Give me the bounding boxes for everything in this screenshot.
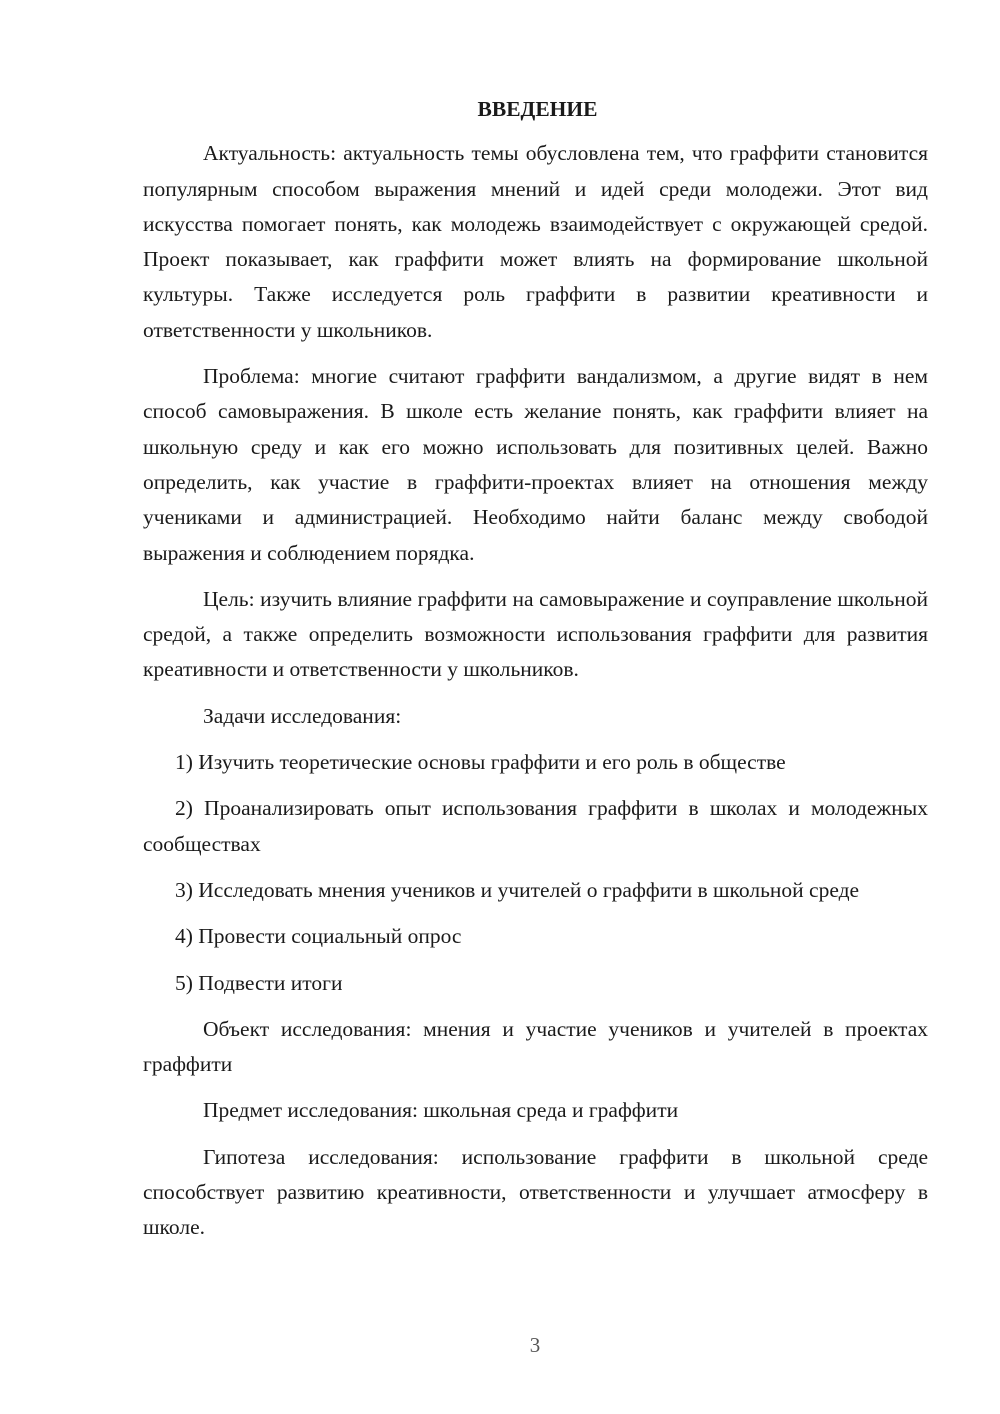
paragraph-object: Объект исследования: мнения и участие учеников и учителей в проектах граффити: [143, 1016, 928, 1077]
task-item-4: 4) Провести социальный опрос: [175, 924, 462, 949]
task-item-3: 3) Исследовать мнения учеников и учителей о граффити в школьной среде: [175, 877, 860, 902]
page-number: 3: [529, 1333, 541, 1357]
paragraph-goal: Цель: изучить влияние граффити на самовыражение и соуправление школьной средой, а также определить возможности использования граффити для развития креативности и ответственности у школьников.: [143, 586, 928, 682]
paragraph-hypothesis: Гипотеза исследования: использование граффити в школьной среде способствует развитию креативности, ответственности и улучшает атмосферу в школе.: [143, 1144, 928, 1240]
document-title: ВВЕДЕНИЕ: [477, 97, 598, 121]
paragraph-problem: Проблема: многие считают граффити вандализмом, а другие видят в нем способ самовыражения. В школе есть желание понять, как граффити влияет на школьную среду и как его можно использовать для позитивных целей. Важно определить, как участие в граффити-проектах влияет на отношения между учениками и администрацией. Необходимо найти баланс между свободой выражения и соблюдением порядка.: [143, 364, 928, 565]
paragraph-relevance: Актуальность: актуальность темы обусловлена тем, что граффити становится популярным способом выражения мнений и идей среди молодежи. Этот вид искусства помогает понять, как молодежь взаимодействует с окружающей средой. Проект показывает, как граффити может влиять на формирование школьной культуры. Также исследуется роль граффити в развитии креативности и ответственности у школьников.: [143, 141, 928, 342]
paragraph-subject: Предмет исследования: школьная среда и граффити: [203, 1098, 679, 1123]
tasks-heading: Задачи исследования:: [203, 703, 402, 728]
task-item-2: 2) Проанализировать опыт использования граффити в школах и молодежных сообществах: [143, 796, 928, 856]
task-item-1: 1) Изучить теоретические основы граффити и его роль в обществе: [175, 750, 786, 775]
task-item-5: 5) Подвести итоги: [175, 970, 343, 995]
document-page: [143, 92, 928, 1246]
